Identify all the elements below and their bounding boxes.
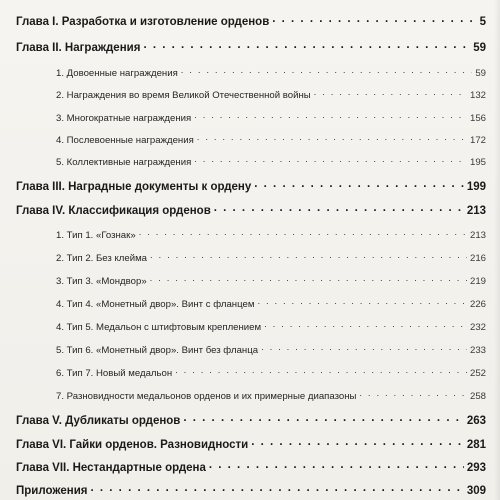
toc-page-number: 232 bbox=[469, 321, 486, 333]
toc-page-number: 195 bbox=[469, 156, 486, 168]
toc-section bbox=[56, 343, 486, 356]
dot-leader bbox=[214, 202, 464, 214]
page-edge-shadow bbox=[494, 0, 500, 500]
dot-leader bbox=[150, 251, 467, 261]
toc-section bbox=[56, 320, 486, 333]
toc-page-number: 216 bbox=[469, 252, 486, 264]
toc-section bbox=[56, 274, 486, 287]
toc-entry-label: Глава VI. Гайки орденов. Разновидности bbox=[16, 438, 249, 451]
toc-entry-label: Глава VII. Нестандартные ордена bbox=[16, 461, 206, 474]
dot-leader bbox=[257, 297, 467, 307]
dot-leader bbox=[359, 389, 467, 399]
toc-appendices bbox=[16, 482, 486, 497]
toc-page-number: 219 bbox=[469, 275, 486, 287]
toc-entry-label: 4. Тип 4. «Монетный двор». Винт с фланцем bbox=[56, 298, 255, 310]
toc-entry-label: 6. Тип 7. Новый медальон bbox=[56, 367, 173, 379]
toc-page-number: 293 bbox=[466, 461, 486, 474]
toc-page-number: 233 bbox=[469, 344, 486, 356]
toc-section bbox=[56, 366, 486, 379]
toc-section bbox=[56, 155, 486, 168]
toc-section bbox=[56, 297, 486, 310]
toc-entry-label: 1. Тип 1. «Гознак» bbox=[56, 229, 136, 241]
toc-chapter-5 bbox=[16, 412, 486, 427]
toc-page-number: 156 bbox=[469, 112, 486, 124]
dot-leader bbox=[197, 133, 467, 143]
toc-entry-label: Приложения bbox=[16, 484, 88, 497]
toc-page-number: 281 bbox=[466, 438, 486, 451]
toc-section bbox=[56, 133, 486, 146]
toc-entry-label: Глава V. Дубликаты орденов bbox=[16, 414, 181, 427]
toc-page-number: 309 bbox=[466, 484, 486, 497]
dot-leader bbox=[143, 39, 470, 51]
toc-page-number: 59 bbox=[473, 41, 486, 54]
dot-leader bbox=[254, 178, 464, 190]
toc-chapter-2 bbox=[16, 39, 486, 54]
dot-leader bbox=[139, 228, 467, 238]
toc-page-number: 258 bbox=[469, 390, 486, 402]
dot-leader bbox=[150, 274, 467, 284]
toc-entry-label: Глава III. Наградные документы к ордену bbox=[16, 180, 252, 193]
toc-chapter-6 bbox=[16, 436, 486, 451]
toc-page-number: 132 bbox=[469, 89, 486, 101]
dot-leader bbox=[251, 436, 464, 448]
toc-page-number: 213 bbox=[469, 229, 486, 241]
toc-section bbox=[56, 389, 486, 402]
toc-page-number: 213 bbox=[466, 204, 486, 217]
toc-page-number: 226 bbox=[469, 298, 486, 310]
toc-chapter-3 bbox=[16, 178, 486, 193]
dot-leader bbox=[264, 320, 467, 330]
toc-chapter-7 bbox=[16, 459, 486, 474]
dot-leader bbox=[272, 13, 476, 25]
toc-entry-label: 3. Тип 3. «Мондвор» bbox=[56, 275, 147, 287]
toc-section bbox=[56, 111, 486, 124]
toc-entry-label: 1. Довоенные награждения bbox=[56, 67, 178, 79]
toc-page-number: 252 bbox=[469, 367, 486, 379]
toc-entry-label: 5. Тип 6. «Монетный двор». Винт без фланца bbox=[56, 344, 259, 356]
toc-entry-label: Глава I. Разработка и изготовление орденов bbox=[16, 15, 270, 28]
toc-page-number: 199 bbox=[466, 180, 486, 193]
dot-leader bbox=[314, 88, 467, 98]
toc-entry-label: 4. Послевоенные награждения bbox=[56, 134, 194, 146]
toc-page-number: 172 bbox=[469, 134, 486, 146]
toc-entry-label: 5. Коллективные награждения bbox=[56, 156, 192, 168]
dot-leader bbox=[194, 111, 467, 121]
toc-chapter-1 bbox=[16, 13, 486, 28]
toc-page-number: 59 bbox=[475, 67, 486, 79]
toc-entry-label: 3. Многократные награждения bbox=[56, 112, 192, 124]
toc-entry-label: 7. Разновидности медальонов орденов и их примерные диапазоны bbox=[56, 390, 357, 402]
toc-entry-label: 4. Тип 5. Медальон с штифтовым креплением bbox=[56, 321, 262, 333]
dot-leader bbox=[261, 343, 467, 353]
toc-section bbox=[56, 228, 486, 241]
dot-leader bbox=[175, 366, 467, 376]
dot-leader bbox=[209, 459, 464, 471]
toc-entry-label: 2. Награждения во время Великой Отечественной войны bbox=[56, 89, 311, 101]
dot-leader bbox=[194, 155, 467, 165]
toc-entry-label: Глава II. Награждения bbox=[16, 41, 141, 54]
dot-leader bbox=[181, 66, 473, 76]
toc-page-number: 5 bbox=[479, 15, 486, 28]
toc-entry-label: 2. Тип 2. Без клейма bbox=[56, 252, 148, 264]
toc-entry-label: Глава IV. Классификация орденов bbox=[16, 204, 211, 217]
dot-leader bbox=[91, 482, 464, 494]
dot-leader bbox=[183, 412, 463, 424]
toc-section bbox=[56, 66, 486, 79]
toc-section bbox=[56, 251, 486, 264]
toc-chapter-4 bbox=[16, 202, 486, 217]
toc-section bbox=[56, 88, 486, 101]
toc-page-number: 263 bbox=[466, 414, 486, 427]
